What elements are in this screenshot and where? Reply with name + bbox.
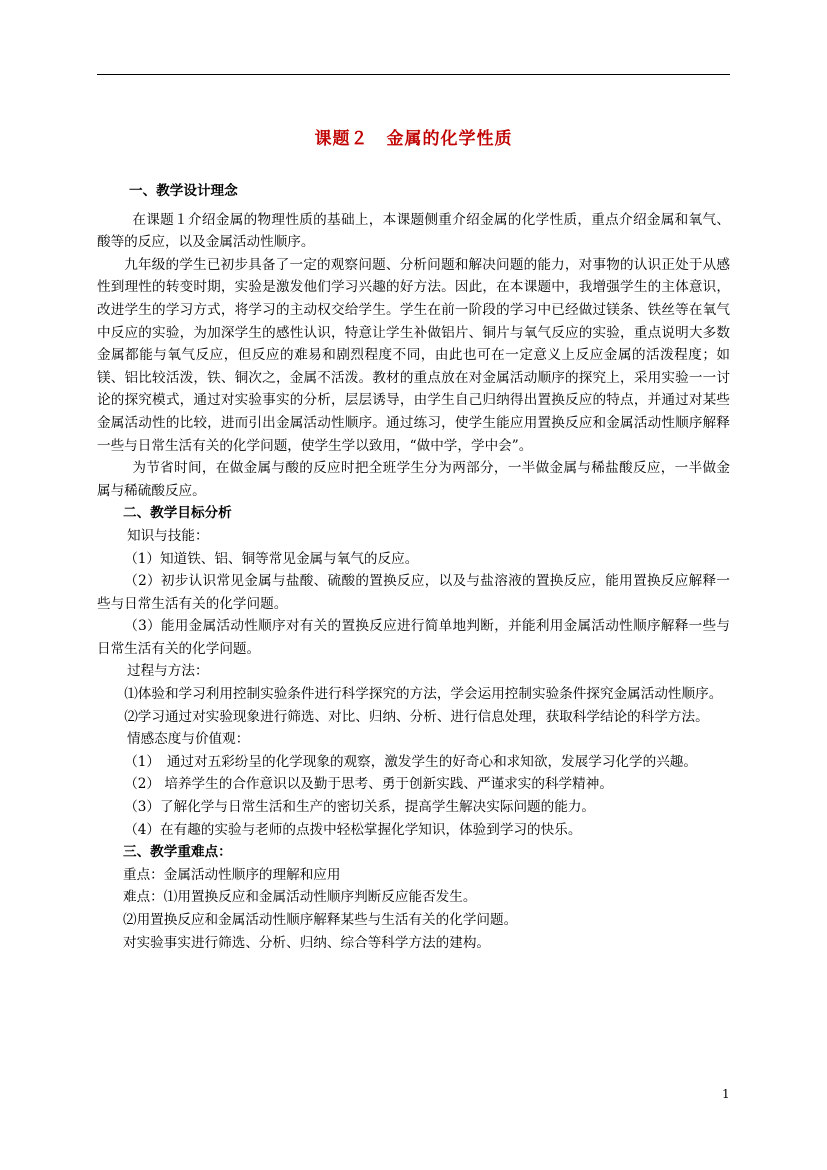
list-item: （2）初步认识常见金属与盐酸、硫酸的置换反应，以及与盐溶液的置换反应，能用置换反应解释一些与日常生活有关的化学问题。 [97,573,730,612]
list-item: ⑵学习通过对实验现象进行筛选、对比、归纳、分析、进行信息处理，获取科学结论的科学方法。 [124,708,709,725]
paragraph: 在课题１介绍金属的物理性质的基础上，本课题侧重介绍金属的化学性质，重点介绍金属和氧气、酸等的反应，以及金属活动性顺序。 [97,211,730,251]
section-heading-2: 二、教学目标分析 [123,505,232,522]
section-heading-3: 三、教学重难点： [123,844,232,861]
section-heading-1: 一、教学设计理念 [129,183,238,199]
list-item: （3）了解化学与日常生活和生产的密切关系，提高学生解决实际问题的能力。 [124,799,596,816]
paragraph: 九年级的学生已初步具备了一定的观察问题、分析问题和解决问题的能力，对事物的认识正处于从感性到理性的转变时期，实验是激发他们学习兴趣的好方法。因此，在本课题中，我增强学生的主体意识，改进学生的学习方式，将学习的主动权交给学生。学生在前一阶段的学习中已经做过镁条、铁丝等在氧气中反应的实验，为加深学生的感性认识，特意让学生补做铝片、铜片与氧气反应的实验，重点说明大多数金属都能与氧气反应，但反应的难易和剧烈程度不同，由此也可在一定意义上反应金属的活泼程度；如镁、铝比较活泼，铁、铜次之，金属不活泼。教材的重点放在对金属活动顺序的探究上，采用实验一一讨论的探究模式，通过对实验事实的分析，层层诱导，由学生自己归纳得出置换反应的特点，并通过对某些金属活动性的比较，进而引出金属活动性顺序。通过练习，使学生能应用置换反应和金属活动性顺序解释一些与日常生活有关的化学问题，使学生学以致用，“做中学，学中会”。 [97,256,730,454]
paragraph: 为节省时间，在做金属与酸的反应时把全班学生分为两部分，一半做金属与稀盐酸反应，一半做金属与稀硫酸反应。 [97,460,730,499]
document-title: 课题２ 金属的化学性质 [314,129,513,149]
list-item: （4）在有趣的实验与老师的点拨中轻松掌握化学知识，体验到学习的快乐。 [124,821,582,838]
list-item: ⑴体验和学习利用控制实验条件进行科学探究的方法，学会运用控制实验条件探究金属活动性顺序。 [124,686,723,703]
list-item: （3）能用金属活动性顺序对有关的置换反应进行简单地判断，并能利用金属活动性顺序解释一些与日常生活有关的化学问题。 [97,618,730,657]
subheading-emotion: 情感态度与价值观： [127,731,250,748]
list-item: （1） 通过对五彩纷呈的化学现象的观察，激发学生的好奇心和求知欲，发展学习化学的兴趣。 [124,753,697,770]
difficulty-1: 难点：⑴用置换反应和金属活动性顺序判断反应能否发生。 [123,889,477,906]
difficulty-2: ⑵用置换反应和金属活动性顺序解释某些与生活有关的化学问题。 [123,912,518,928]
list-item: （1）知道铁、铝、铜等常见金属与氧气的反应。 [124,550,419,567]
header-rule [97,74,730,75]
key-point: 重点：金属活动性顺序的理解和应用 [123,866,341,883]
subheading-process: 过程与方法： [127,663,209,680]
list-item: （2） 培养学生的合作意识以及勤于思考、勇于创新实践、严谨求实的科学精神。 [124,776,613,793]
page-number: 1 [722,1087,730,1101]
difficulty-3: 对实验事实进行筛选、分析、归纳、综合等科学方法的建构。 [123,934,491,951]
subheading-knowledge: 知识与技能： [127,527,209,544]
document-body [97,180,730,954]
